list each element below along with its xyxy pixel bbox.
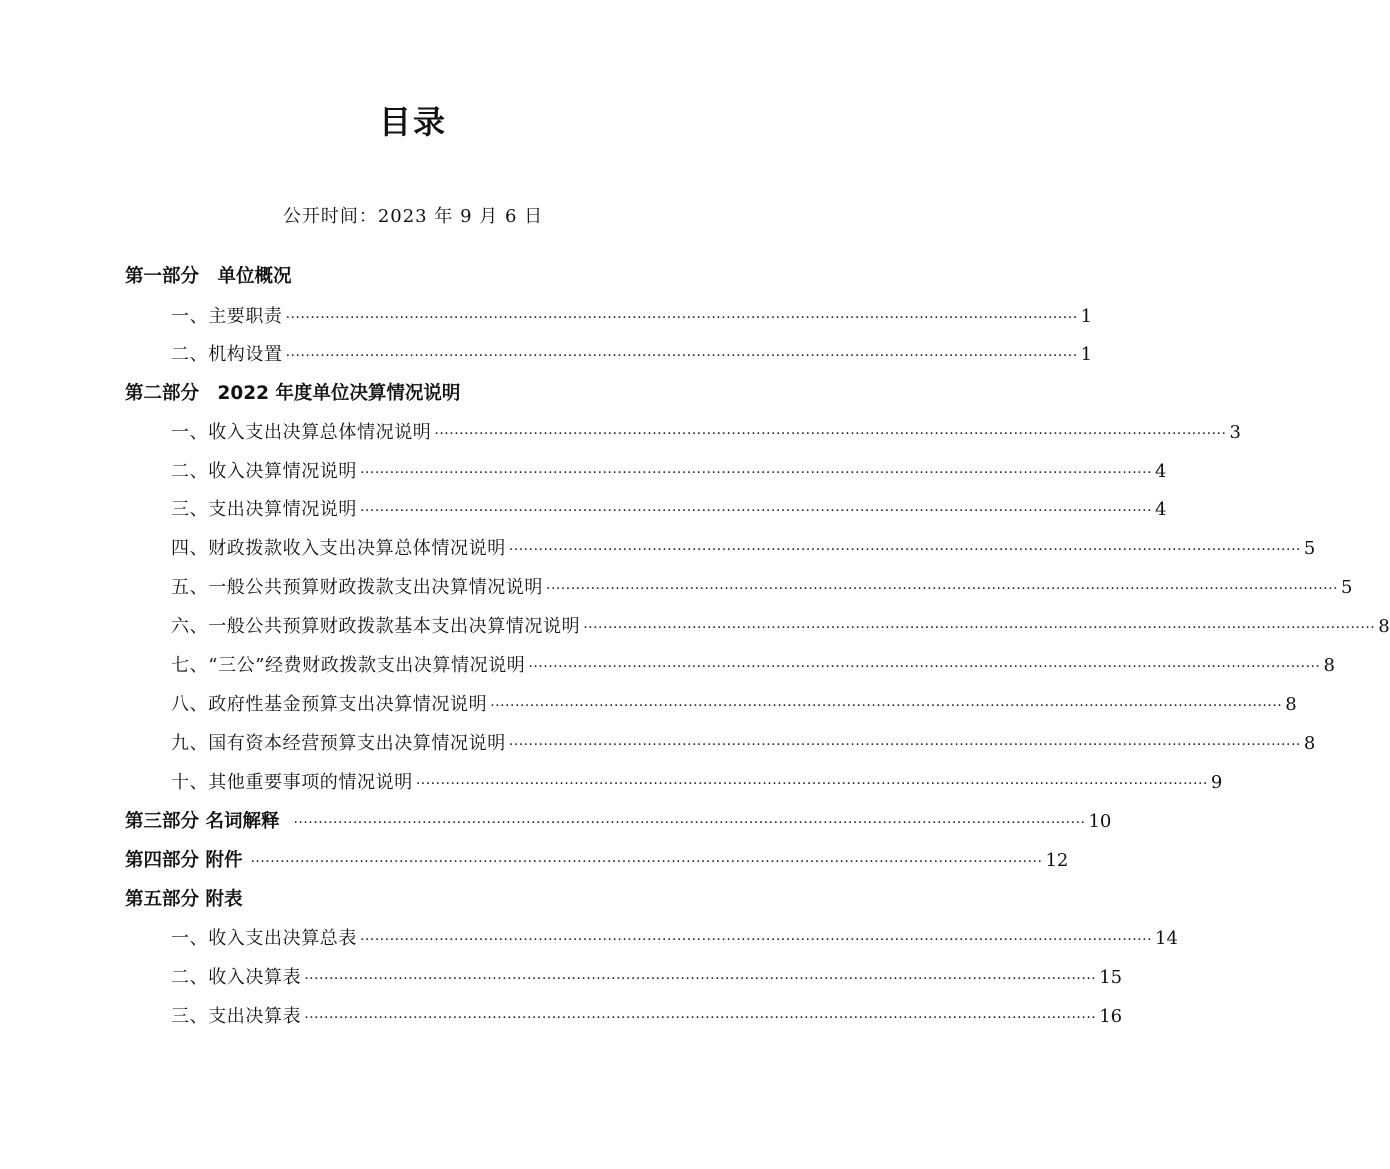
toc-page-number: 4: [1155, 499, 1167, 520]
toc-part-5[interactable]: [125, 887, 710, 913]
toc-entry-2-2[interactable]: [171, 459, 1167, 485]
toc-label: 六、一般公共预算财政拨款基本支出决算情况说明: [171, 616, 581, 637]
toc-page-number: 14: [1155, 928, 1178, 949]
toc-page-number: 5: [1341, 577, 1353, 598]
toc-leader-dots: ································································································································································: [285, 310, 1078, 326]
toc-leader-dots: ································································································································································: [293, 815, 1086, 831]
toc-page-number: 8: [1285, 694, 1297, 715]
toc-label: 四、财政拨款收入支出决算总体情况说明: [171, 538, 506, 559]
toc-label: 五、一般公共预算财政拨款支出决算情况说明: [171, 577, 543, 598]
toc-leader-dots: ································································································································································: [583, 620, 1376, 636]
toc-page-number: 9: [1210, 772, 1223, 793]
toc-entry-organization[interactable]: [171, 342, 1093, 368]
toc-label: 一、主要职责: [171, 306, 283, 327]
toc-label: 第一部分 单位概况: [125, 266, 292, 287]
toc-page-number: 12: [1045, 850, 1069, 871]
toc-entry-2-3[interactable]: [171, 497, 1167, 523]
toc-entry-2-1[interactable]: [171, 420, 1241, 446]
toc-page-number: 16: [1099, 1006, 1123, 1027]
toc-page-number: 10: [1088, 811, 1112, 832]
toc-entry-2-7[interactable]: [171, 653, 1335, 679]
toc-leader-dots: ································································································································································: [304, 971, 1097, 987]
toc-leader-dots: ································································································································································: [250, 854, 1043, 870]
toc-label: 第五部分 附表: [125, 889, 243, 910]
page-title: 目录: [378, 103, 447, 141]
toc-page-number: 8: [1303, 733, 1316, 754]
toc-page-number: 4: [1155, 461, 1167, 482]
toc-label: 一、收入支出决算总体情况说明: [171, 422, 432, 443]
toc-label: 三、支出决算表: [171, 1006, 302, 1027]
toc-leader-dots: ································································································································································: [546, 581, 1339, 597]
toc-entry-2-5[interactable]: [171, 575, 1353, 601]
publication-date: 公开时间：2023 年 9 月 6 日: [282, 206, 544, 227]
toc-label: 二、收入决算情况说明: [171, 461, 357, 482]
toc-leader-dots: ································································································································································: [415, 776, 1208, 792]
toc-leader-dots: ································································································································································: [360, 932, 1153, 948]
toc-label: 八、政府性基金预算支出决算情况说明: [171, 694, 488, 715]
toc-page-number: 1: [1080, 306, 1093, 327]
toc-entry-2-10[interactable]: [171, 770, 1223, 796]
toc-label: 九、国有资本经营预算支出决算情况说明: [171, 733, 506, 754]
toc-leader-dots: ································································································································································: [490, 698, 1283, 714]
toc-label: 第四部分 附件: [125, 850, 243, 871]
toc-part-1[interactable]: [125, 264, 710, 290]
toc-entry-main-duties[interactable]: [171, 304, 1093, 330]
toc-label: 三、支出决算情况说明: [171, 499, 357, 520]
toc-part-4[interactable]: [125, 848, 1069, 874]
toc-entry-2-6[interactable]: [171, 614, 1390, 640]
toc-entry-2-4[interactable]: [171, 536, 1316, 562]
toc-leader-dots: ································································································································································: [360, 503, 1153, 519]
toc-label: 七、“三公”经费财政拨款支出决算情况说明: [171, 655, 526, 676]
toc-label: 第二部分 2022 年度单位决算情况说明: [125, 383, 461, 404]
toc-entry-5-3[interactable]: [171, 1004, 1123, 1030]
toc-entry-2-8[interactable]: [171, 692, 1297, 718]
toc-page-number: 3: [1229, 422, 1241, 443]
toc-entry-5-2[interactable]: [171, 965, 1123, 991]
toc-leader-dots: ································································································································································: [285, 348, 1078, 364]
toc-label: 第三部分 名词解释: [125, 811, 280, 832]
toc-part-2[interactable]: [125, 381, 710, 407]
toc-page-number: 1: [1080, 344, 1093, 365]
toc-page-number: 15: [1099, 967, 1123, 988]
toc-entry-2-9[interactable]: [171, 731, 1316, 757]
toc-label: 二、收入决算表: [171, 967, 302, 988]
toc-leader-dots: ································································································································································: [508, 737, 1301, 753]
toc-label: 一、收入支出决算总表: [171, 928, 357, 949]
toc-leader-dots: ································································································································································: [434, 426, 1227, 442]
toc-leader-dots: ································································································································································: [360, 465, 1153, 481]
toc-leader-dots: ································································································································································: [304, 1010, 1097, 1026]
toc-label: 十、其他重要事项的情况说明: [171, 772, 413, 793]
toc-leader-dots: ································································································································································: [508, 542, 1301, 558]
toc-entry-5-1[interactable]: [171, 926, 1178, 952]
toc-page-number: 5: [1303, 538, 1316, 559]
toc-leader-dots: ································································································································································: [528, 659, 1321, 675]
toc-page-number: 8: [1378, 616, 1390, 637]
toc-page-number: 8: [1323, 655, 1335, 676]
toc-label: 二、机构设置: [171, 344, 283, 365]
toc-part-3[interactable]: [125, 809, 1112, 835]
